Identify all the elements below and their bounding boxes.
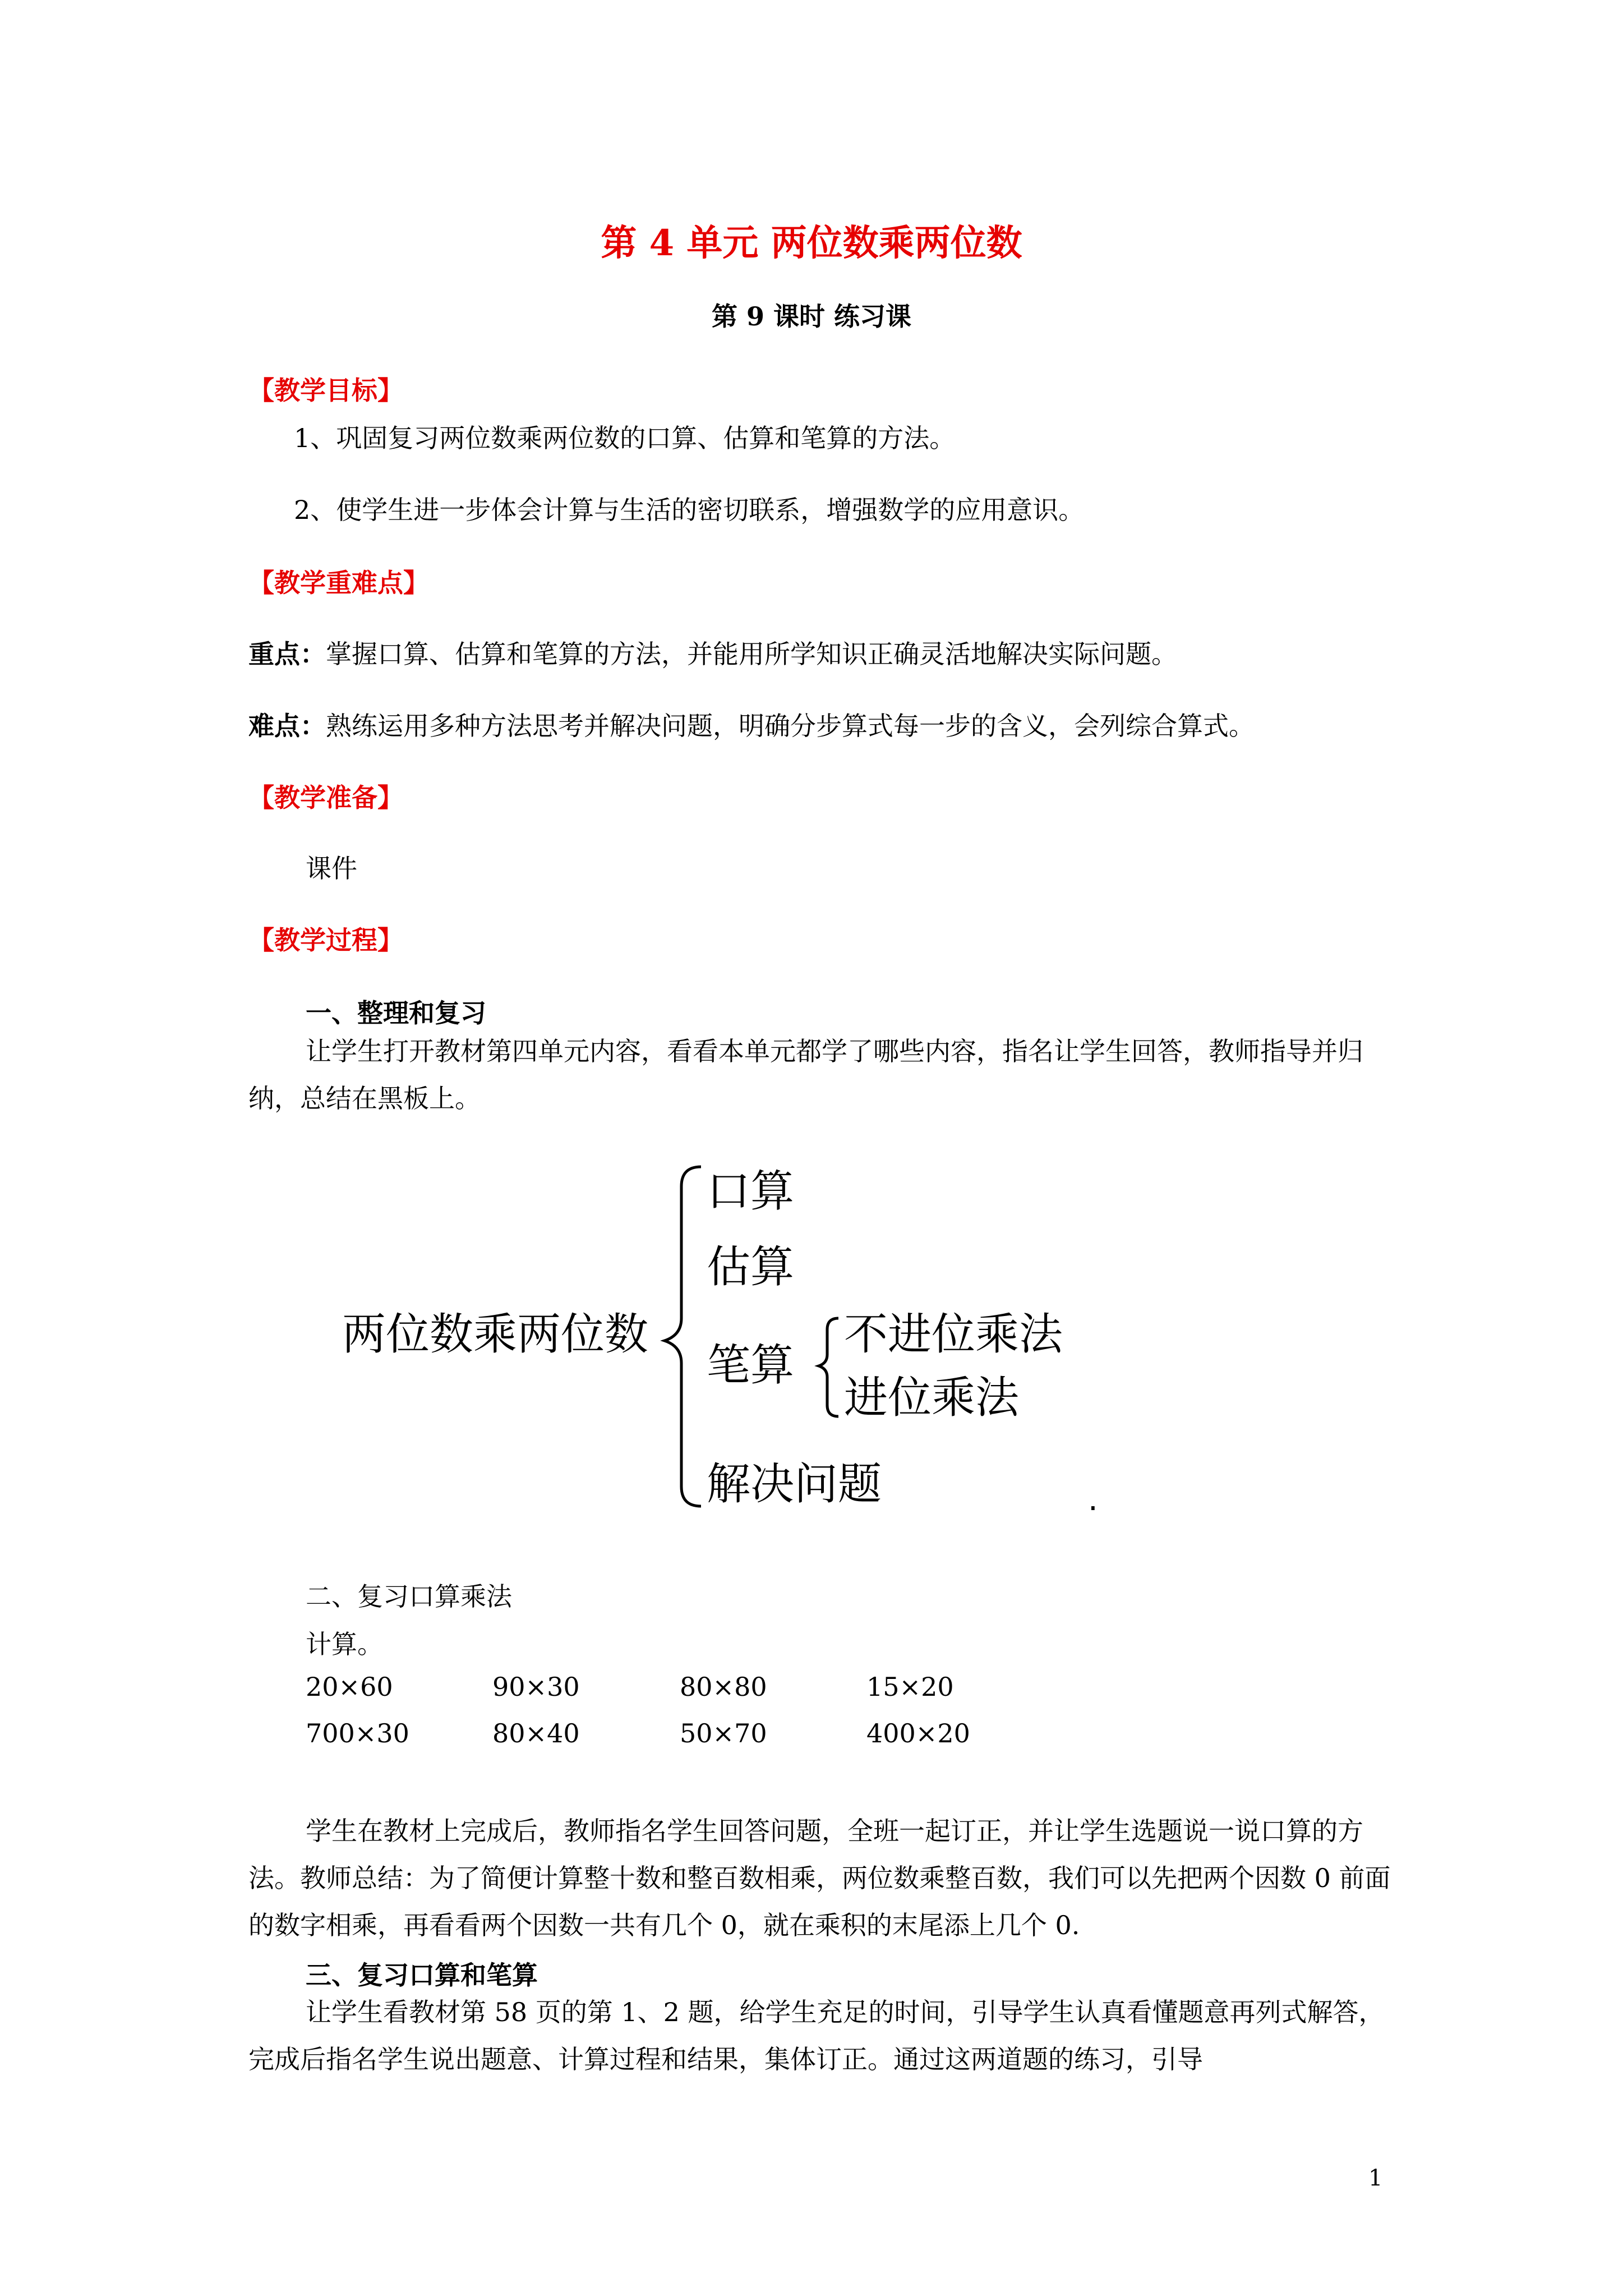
sub-bracket	[819, 1318, 838, 1416]
part3-heading: 三、复习口算和笔算	[306, 1960, 538, 1990]
diagram-branch-estimate: 估算	[707, 1242, 795, 1292]
key-point-label: 重点：	[248, 639, 326, 669]
part1-text: 让学生打开教材第四单元内容，看看本单元都学了哪些内容，指名让学生回答，教师指导并归纳，总结在黑板上。	[248, 1036, 1363, 1114]
diagram-branch-problem: 解决问题	[707, 1459, 882, 1510]
process-heading: 【教学过程】	[248, 925, 403, 955]
difficult-point-text: 熟练运用多种方法思考并解决问题，明确分步算式每一步的含义，会列综合算式。	[326, 711, 1255, 741]
lesson-subtitle: 第 9 课时 练习课	[711, 301, 912, 332]
key-point-text: 掌握口算、估算和笔算的方法，并能用所学知识正确灵活地解决实际问题。	[326, 639, 1177, 669]
knowledge-tree-diagram	[314, 1156, 1144, 1537]
part3-text: 让学生看教材第 58 页的第 1、2 题，给学生充足的时间，引导学生认真看懂题意再列式解答，完成后指名学生说出题意、计算过程和结果，集体订正。通过这两道题的练习，引导	[248, 1997, 1385, 2074]
difficult-point	[248, 706, 1255, 743]
calc-item: 80×80	[680, 1672, 767, 1702]
prep-heading: 【教学准备】	[248, 783, 403, 813]
diagram-root: 两位数乘两位数	[342, 1309, 649, 1360]
diagram-branch-written: 笔算	[707, 1340, 795, 1391]
goal-item-1: 1、巩固复习两位数乘两位数的口算、估算和笔算的方法。	[294, 423, 956, 453]
calc-item: 20×60	[306, 1672, 393, 1702]
diagram-sub-carry: 进位乘法	[844, 1373, 1020, 1423]
key-points-heading: 【教学重难点】	[248, 568, 429, 598]
calc-item: 80×40	[492, 1718, 580, 1749]
calc-item: 15×20	[866, 1672, 954, 1702]
key-point	[248, 634, 1177, 671]
calc-item: 700×30	[306, 1718, 409, 1749]
page-number: 1	[1368, 2165, 1383, 2191]
diagram-dot: .	[1088, 1481, 1098, 1518]
calc-item: 90×30	[492, 1672, 580, 1702]
calc-item: 50×70	[680, 1718, 767, 1749]
prep-text: 课件	[306, 853, 357, 884]
page-title: 第 4 单元 两位数乘两位数	[601, 222, 1022, 264]
main-bracket	[665, 1167, 701, 1506]
calc-label: 计算。	[306, 1629, 383, 1659]
calc-item: 400×20	[866, 1718, 970, 1749]
diagram-sub-no-carry: 不进位乘法	[844, 1309, 1063, 1360]
goal-item-2: 2、使学生进一步体会计算与生活的密切联系，增强数学的应用意识。	[294, 495, 1085, 525]
part1-heading: 一、整理和复习	[306, 998, 486, 1028]
part2-text: 学生在教材上完成后，教师指名学生回答问题，全班一起订正，并让学生选题说一说口算的方法。教师总结：为了简便计算整十数和整百数相乘，两位数乘整百数，我们可以先把两个因数 0 前面的数字相乘，再看看两个因数一共有几个 0，就在乘积的末尾添上几个 0.	[248, 1816, 1391, 1940]
difficult-point-label: 难点：	[248, 711, 326, 741]
diagram-branch-oral: 口算	[707, 1166, 795, 1217]
part2-heading: 二、复习口算乘法	[306, 1581, 512, 1612]
goals-heading: 【教学目标】	[248, 375, 403, 406]
